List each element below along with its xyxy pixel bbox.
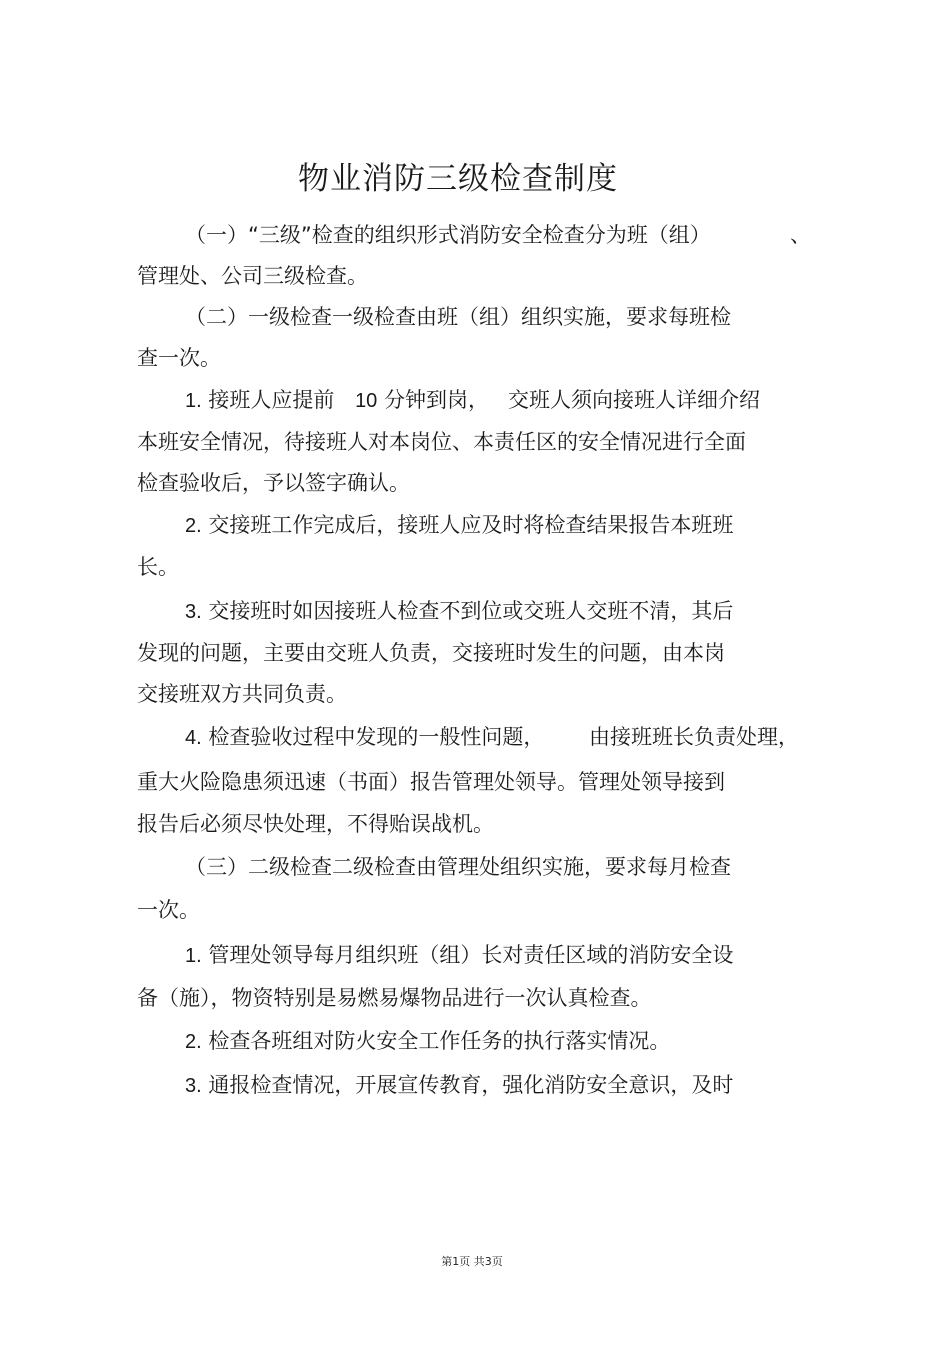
- item-number: 3.: [185, 1075, 202, 1097]
- item-number: 2.: [185, 515, 202, 537]
- paragraph-1-separator: 、: [790, 223, 811, 247]
- paragraph-5-line-2: 发现的问题，主要由交班人负责，交接班时发生的问题，由本岗: [137, 641, 725, 665]
- item-number: 3.: [185, 601, 202, 623]
- paragraph-3-text-c: 交班人须向接班人详细介绍: [508, 388, 760, 412]
- paragraph-6-text-a: 检查验收过程中发现的一般性问题，: [208, 725, 545, 749]
- paragraph-3-line-2: 本班安全情况，待接班人对本岗位、本责任区的安全情况进行全面: [137, 430, 746, 454]
- paragraph-6-text-b: 由接班班长负责处理，: [589, 725, 799, 749]
- minutes-number: 10: [355, 390, 378, 412]
- paragraph-6-line-2: 重大火险隐患须迅速（书面）报告管理处领导。管理处领导接到: [137, 770, 725, 794]
- paragraph-8-line-2: 备（施），物资特别是易燃易爆物品进行一次认真检查。: [137, 986, 652, 1010]
- paragraph-3-text-a: 接班人应提前: [208, 388, 335, 412]
- paragraph-10-text: 通报检查情况，开展宣传教育，强化消防安全意识，及时: [208, 1073, 734, 1097]
- paragraph-3-text-b: 分钟到岗，: [384, 388, 489, 412]
- paragraph-4-line-2: 长。: [137, 555, 179, 579]
- paragraph-5-text: 交接班时如因接班人检查不到位或交班人交班不清，其后: [208, 599, 734, 623]
- paragraph-8-line-1: [185, 941, 733, 970]
- paragraph-6-line-1: [185, 723, 544, 752]
- paragraph-2-line-2: 查一次。: [137, 346, 221, 370]
- paragraph-5-line-1: [185, 597, 733, 626]
- paragraph-6-line-3: 报告后必须尽快处理，不得贻误战机。: [137, 812, 494, 836]
- page-footer: 第1页 共3页: [441, 1255, 503, 1268]
- paragraph-10-line-1: [185, 1071, 733, 1100]
- paragraph-8-text: 管理处领导每月组织班（组）长对责任区域的消防安全设: [208, 943, 734, 967]
- item-number: 1.: [185, 390, 202, 412]
- paragraph-9-text: 检查各班组对防火安全工作任务的执行落实情况。: [208, 1029, 671, 1053]
- paragraph-7-line-2: 一次。: [137, 898, 200, 922]
- paragraph-5-line-3: 交接班双方共同负责。: [137, 682, 347, 706]
- paragraph-7-line-1: （三）二级检查二级检查由管理处组织实施，要求每月检查: [185, 855, 731, 879]
- paragraph-2-line-1: （二）一级检查一级检查由班（组）组织实施，要求每班检: [185, 305, 731, 329]
- paragraph-3-line-3: 检查验收后，予以签字确认。: [137, 471, 410, 495]
- paragraph-3-line-1: [185, 386, 489, 415]
- paragraph-4-text: 交接班工作完成后，接班人应及时将检查结果报告本班班: [208, 513, 734, 537]
- item-number: 4.: [185, 727, 202, 749]
- paragraph-1-line-1: [185, 221, 711, 249]
- item-number: 2.: [185, 1031, 202, 1053]
- paragraph-4-line-1: [185, 511, 733, 540]
- document-title: 物业消防三级检查制度: [298, 161, 618, 197]
- paragraph-9-line-1: [185, 1027, 670, 1056]
- item-number: 1.: [185, 945, 202, 967]
- paragraph-1-text: （一）“三级”检查的组织形式消防安全检查分为班（组）: [185, 223, 711, 247]
- paragraph-1-line-2: 管理处、公司三级检查。: [137, 264, 368, 288]
